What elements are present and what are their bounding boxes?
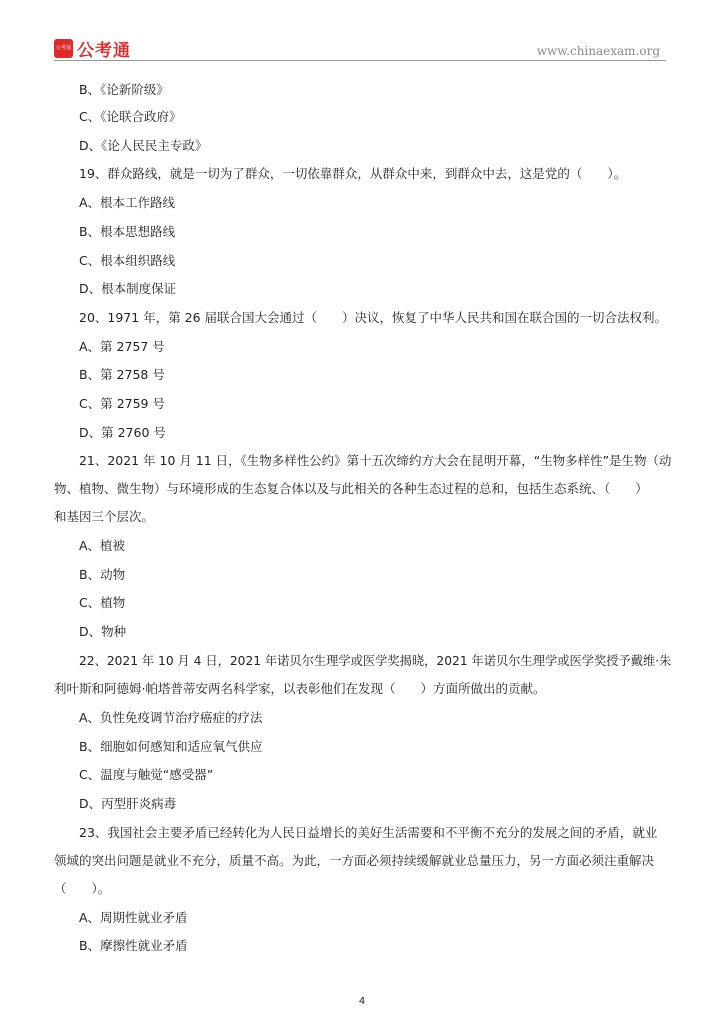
page-number: 4: [358, 996, 366, 1007]
option-line: D、第 2760 号: [79, 425, 166, 440]
option-line: B、根本思想路线: [79, 224, 176, 239]
header-divider: [54, 60, 666, 61]
option-line: A、负性免疫调节治疗癌症的疗法: [79, 710, 263, 725]
question-19: 19、群众路线，就是一切为了群众，一切依靠群众，从群众中来，到群众中去，这是党的（ ）。: [79, 166, 627, 181]
option-line: A、根本工作路线: [79, 195, 176, 210]
page-header: [0, 0, 724, 62]
question-21: 21、2021 年 10 月 11 日，《生物多样性公约》第十五次缔约方大会在昆明开幕，“生物多样性”是生物（动: [79, 453, 672, 468]
logo-text: 公考通: [77, 41, 131, 61]
question-21-cont: 物、植物、微生物）与环境形成的生态复合体以及与此相关的各种生态过程的总和，包括生态系统、（ ）: [54, 481, 648, 496]
logo: [54, 36, 131, 61]
option-line: D、《论人民民主专政》: [79, 138, 208, 153]
question-22-cont: 利叶斯和阿德姆·帕塔普蒂安两名科学家，以表彰他们在发现（ ）方面所做出的贡献。: [54, 681, 546, 696]
question-21-cont: 和基因三个层次。: [54, 509, 155, 524]
site-url: www.chinaexam.org: [536, 44, 660, 58]
option-line: D、根本制度保证: [79, 281, 177, 296]
option-line: B、摩擦性就业矛盾: [79, 938, 188, 953]
option-line: B、细胞如何感知和适应氧气供应: [79, 739, 263, 754]
option-line: C、第 2759 号: [79, 396, 165, 411]
question-22: 22、2021 年 10 月 4 日，2021 年诺贝尔生理学或医学奖揭晓，2021 年诺贝尔生理学或医学奖授予戴维·朱: [79, 653, 672, 668]
option-line: C、植物: [79, 595, 126, 610]
option-line: D、物种: [79, 624, 127, 639]
question-20: 20、1971 年，第 26 届联合国大会通过（ ）决议，恢复了中华人民共和国在联合国的一切合法权利。: [79, 310, 668, 325]
option-line: C、《论联合政府》: [79, 109, 182, 124]
option-line: B、《论新阶级》: [79, 82, 169, 97]
option-line: A、第 2757 号: [79, 339, 165, 354]
question-23-cont: 领域的突出问题是就业不充分，质量不高。为此，一方面必须持续缓解就业总量压力，另一方面必须注重解决: [54, 853, 655, 868]
question-23-cont: （ ）。: [54, 881, 111, 896]
option-line: D、丙型肝炎病毒: [79, 796, 177, 811]
question-23: 23、我国社会主要矛盾已经转化为人民日益增长的美好生活需要和不平衡不充分的发展之间的矛盾，就业: [79, 825, 658, 840]
option-line: A、植被: [79, 538, 126, 553]
option-line: C、温度与触觉“感受器”: [79, 767, 214, 782]
option-line: B、动物: [79, 567, 126, 582]
logo-badge: 公考通: [54, 39, 73, 58]
option-line: B、第 2758 号: [79, 367, 165, 382]
option-line: A、周期性就业矛盾: [79, 910, 188, 925]
option-line: C、根本组织路线: [79, 253, 176, 268]
